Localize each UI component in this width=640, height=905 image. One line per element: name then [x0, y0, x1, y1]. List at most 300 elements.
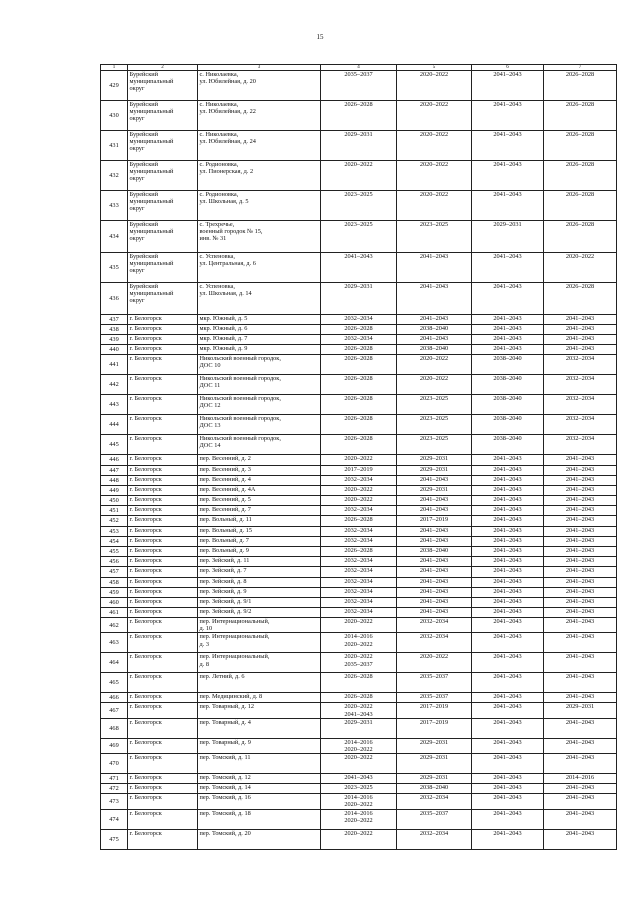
- period-col4: 2032–2034: [321, 537, 397, 547]
- address: Никольский военный городок, ДОС 14: [198, 435, 321, 455]
- period-col5: 2020–2022: [397, 375, 472, 395]
- period-col7: 2026–2028: [544, 131, 617, 161]
- period-col4: 2026–2028: [321, 375, 397, 395]
- address: пер. Зейский, д. 7: [198, 567, 321, 578]
- address: пер. Весенний, д. 3: [198, 466, 321, 476]
- period-col7: 2026–2028: [544, 101, 617, 131]
- period-col5: 2029–2031: [397, 455, 472, 466]
- address: пер. Вольный, д. 15: [198, 527, 321, 537]
- period-col6: 2041–2043: [472, 829, 544, 849]
- address: пер. Товарный, д. 12: [198, 703, 321, 718]
- row-number: 464: [101, 653, 128, 673]
- period-col6: 2041–2043: [472, 476, 544, 486]
- table-row: [101, 608, 617, 618]
- period-col4: 2029–2031: [321, 718, 397, 738]
- row-number: 459: [101, 588, 128, 598]
- period-col5: 2038–2040: [397, 345, 472, 355]
- locality: г. Белогорск: [128, 718, 198, 738]
- period-col6: 2041–2043: [472, 101, 544, 131]
- table-row: [101, 673, 617, 693]
- address: Никольский военный городок, ДОС 12: [198, 395, 321, 415]
- period-col4: 2023–2025: [321, 784, 397, 794]
- period-col7: 2041–2043: [544, 516, 617, 527]
- address: пер. Весенний, д. 2: [198, 455, 321, 466]
- locality: Бурейский муниципальный округ: [128, 221, 198, 253]
- period-col6: 2041–2043: [472, 161, 544, 191]
- row-number: 452: [101, 516, 128, 527]
- address: с. Успеновка, ул. Школьная, д. 14: [198, 283, 321, 315]
- address: пер. Весенний, д. 4: [198, 476, 321, 486]
- period-col7: 2041–2043: [544, 829, 617, 849]
- address: пер. Интернациональный, д. 10: [198, 618, 321, 633]
- period-col4: 2014–2016 2020–2022: [321, 794, 397, 809]
- address: мкр. Южный, д. 5: [198, 315, 321, 325]
- period-col5: 2041–2043: [397, 608, 472, 618]
- period-col4: 2029–2031: [321, 131, 397, 161]
- period-col5: 2032–2034: [397, 794, 472, 809]
- locality: г. Белогорск: [128, 476, 198, 486]
- locality: г. Белогорск: [128, 486, 198, 496]
- column-number: 7: [544, 65, 617, 71]
- period-col7: 2032–2034: [544, 435, 617, 455]
- period-col6: 2041–2043: [472, 71, 544, 101]
- table-row: [101, 435, 617, 455]
- period-col7: 2026–2028: [544, 221, 617, 253]
- period-col4: 2014–2016 2020–2022: [321, 809, 397, 829]
- address: мкр. Южный, д. 9: [198, 345, 321, 355]
- period-col5: 2029–2031: [397, 738, 472, 753]
- table-row: [101, 253, 617, 283]
- period-col5: 2041–2043: [397, 537, 472, 547]
- period-col5: 2041–2043: [397, 253, 472, 283]
- table-row: [101, 774, 617, 784]
- address: пер. Вольный, д. 11: [198, 516, 321, 527]
- locality: г. Белогорск: [128, 673, 198, 693]
- row-number: 471: [101, 774, 128, 784]
- table-row: [101, 506, 617, 516]
- locality: г. Белогорск: [128, 829, 198, 849]
- period-col6: 2029–2031: [472, 221, 544, 253]
- table-row: [101, 221, 617, 253]
- period-col6: 2041–2043: [472, 718, 544, 738]
- address: пер. Томский, д. 14: [198, 784, 321, 794]
- period-col5: 2038–2040: [397, 547, 472, 557]
- period-col6: 2041–2043: [472, 774, 544, 784]
- row-number: 429: [101, 71, 128, 101]
- page-number: 15: [316, 33, 324, 41]
- locality: Бурейский муниципальный округ: [128, 283, 198, 315]
- locality: г. Белогорск: [128, 506, 198, 516]
- address: пер. Зейский, д. 9/2: [198, 608, 321, 618]
- period-col6: 2041–2043: [472, 537, 544, 547]
- period-col7: 2026–2028: [544, 191, 617, 221]
- period-col7: 2041–2043: [544, 718, 617, 738]
- row-number: 430: [101, 101, 128, 131]
- address: пер. Зейский, д. 11: [198, 557, 321, 567]
- locality: г. Белогорск: [128, 618, 198, 633]
- locality: г. Белогорск: [128, 608, 198, 618]
- locality: г. Белогорск: [128, 809, 198, 829]
- table-row: [101, 598, 617, 608]
- period-col6: 2041–2043: [472, 345, 544, 355]
- table-row: [101, 161, 617, 191]
- column-number: 4: [321, 65, 397, 71]
- period-col6: 2041–2043: [472, 618, 544, 633]
- period-col5: 2020–2022: [397, 191, 472, 221]
- address: пер. Весенний, д. 4А: [198, 486, 321, 496]
- address: пер. Томский, д. 18: [198, 809, 321, 829]
- locality: г. Белогорск: [128, 754, 198, 774]
- period-col6: 2041–2043: [472, 191, 544, 221]
- row-number: 445: [101, 435, 128, 455]
- row-number: 449: [101, 486, 128, 496]
- period-col6: 2038–2040: [472, 415, 544, 435]
- locality: г. Белогорск: [128, 516, 198, 527]
- table-row: [101, 355, 617, 375]
- column-number: 5: [397, 65, 472, 71]
- table-row: [101, 415, 617, 435]
- locality: Бурейский муниципальный округ: [128, 253, 198, 283]
- period-col5: 2032–2034: [397, 633, 472, 653]
- locality: г. Белогорск: [128, 375, 198, 395]
- period-col6: 2041–2043: [472, 588, 544, 598]
- table-row: [101, 527, 617, 537]
- period-col4: 2032–2034: [321, 557, 397, 567]
- period-col4: 2032–2034: [321, 527, 397, 537]
- period-col7: 2041–2043: [544, 527, 617, 537]
- period-col4: 2026–2028: [321, 516, 397, 527]
- address: пер. Зейский, д. 9/1: [198, 598, 321, 608]
- period-col6: 2041–2043: [472, 283, 544, 315]
- row-number: 470: [101, 754, 128, 774]
- period-col6: 2041–2043: [472, 516, 544, 527]
- period-col6: 2041–2043: [472, 703, 544, 718]
- period-col4: 2032–2034: [321, 567, 397, 578]
- period-col4: 2041–2043: [321, 253, 397, 283]
- locality: Бурейский муниципальный округ: [128, 131, 198, 161]
- period-col6: 2038–2040: [472, 435, 544, 455]
- period-col5: 2038–2040: [397, 325, 472, 335]
- period-col4: 2026–2028: [321, 435, 397, 455]
- table-row: [101, 794, 617, 809]
- period-col6: 2041–2043: [472, 486, 544, 496]
- table-row: [101, 547, 617, 557]
- table-row: [101, 718, 617, 738]
- period-col5: 2041–2043: [397, 578, 472, 588]
- table-row: [101, 345, 617, 355]
- period-col4: 2026–2028: [321, 355, 397, 375]
- period-col5: 2032–2034: [397, 618, 472, 633]
- period-col4: 2032–2034: [321, 476, 397, 486]
- period-col4: 2017–2019: [321, 466, 397, 476]
- locality: Бурейский муниципальный округ: [128, 191, 198, 221]
- period-col6: 2041–2043: [472, 557, 544, 567]
- period-col7: 2041–2043: [544, 325, 617, 335]
- table-row: [101, 191, 617, 221]
- period-col5: 2035–2037: [397, 809, 472, 829]
- period-col6: 2041–2043: [472, 325, 544, 335]
- period-col7: 2041–2043: [544, 315, 617, 325]
- period-col5: 2041–2043: [397, 335, 472, 345]
- period-col5: 2020–2022: [397, 161, 472, 191]
- locality: г. Белогорск: [128, 527, 198, 537]
- period-col5: 2041–2043: [397, 283, 472, 315]
- address: мкр. Южный, д. 6: [198, 325, 321, 335]
- locality: г. Белогорск: [128, 738, 198, 753]
- row-number: 447: [101, 466, 128, 476]
- address: пер. Интернациональный, д. 8: [198, 653, 321, 673]
- locality: г. Белогорск: [128, 653, 198, 673]
- table-row: [101, 693, 617, 703]
- row-number: 472: [101, 784, 128, 794]
- period-col7: 2041–2043: [544, 784, 617, 794]
- locality: г. Белогорск: [128, 496, 198, 506]
- period-col4: 2020–2022: [321, 455, 397, 466]
- row-number: 474: [101, 809, 128, 829]
- row-number: 444: [101, 415, 128, 435]
- address: мкр. Южный, д. 7: [198, 335, 321, 345]
- row-number: 456: [101, 557, 128, 567]
- period-col7: 2026–2028: [544, 283, 617, 315]
- period-col5: 2041–2043: [397, 557, 472, 567]
- period-col7: 2041–2043: [544, 693, 617, 703]
- address: пер. Зейский, д. 9: [198, 588, 321, 598]
- period-col5: 2041–2043: [397, 315, 472, 325]
- period-col5: 2017–2019: [397, 718, 472, 738]
- period-col7: 2041–2043: [544, 578, 617, 588]
- row-number: 431: [101, 131, 128, 161]
- table-row: [101, 633, 617, 653]
- period-col7: 2041–2043: [544, 455, 617, 466]
- period-col7: 2041–2043: [544, 486, 617, 496]
- period-col7: 2041–2043: [544, 466, 617, 476]
- locality: г. Белогорск: [128, 588, 198, 598]
- row-number: 475: [101, 829, 128, 849]
- period-col5: 2020–2022: [397, 653, 472, 673]
- period-col5: 2038–2040: [397, 784, 472, 794]
- locality: г. Белогорск: [128, 774, 198, 784]
- row-number: 455: [101, 547, 128, 557]
- period-col6: 2041–2043: [472, 547, 544, 557]
- period-col4: 2032–2034: [321, 315, 397, 325]
- period-col5: 2023–2025: [397, 435, 472, 455]
- period-col5: 2029–2031: [397, 754, 472, 774]
- table-row: [101, 71, 617, 101]
- column-number: 6: [472, 65, 544, 71]
- locality: г. Белогорск: [128, 325, 198, 335]
- locality: г. Белогорск: [128, 693, 198, 703]
- period-col7: 2032–2034: [544, 395, 617, 415]
- period-col6: 2041–2043: [472, 253, 544, 283]
- register-table: [100, 64, 617, 850]
- address: пер. Летний, д. 6: [198, 673, 321, 693]
- row-number: 446: [101, 455, 128, 466]
- table-row: [101, 588, 617, 598]
- address: пер. Вольный, д. 9: [198, 547, 321, 557]
- row-number: 442: [101, 375, 128, 395]
- table-row: [101, 283, 617, 315]
- table-row: [101, 537, 617, 547]
- address: пер. Медицинский, д. 8: [198, 693, 321, 703]
- column-number: 2: [128, 65, 198, 71]
- period-col7: 2041–2043: [544, 496, 617, 506]
- address: пер. Товарный, д. 4: [198, 718, 321, 738]
- period-col4: 2020–2022: [321, 829, 397, 849]
- period-col7: 2026–2028: [544, 161, 617, 191]
- period-col5: 2041–2043: [397, 476, 472, 486]
- period-col5: 2020–2022: [397, 101, 472, 131]
- period-col7: 2020–2022: [544, 253, 617, 283]
- period-col4: 2020–2022 2035–2037: [321, 653, 397, 673]
- period-col4: 2032–2034: [321, 506, 397, 516]
- period-col4: 2020–2022: [321, 754, 397, 774]
- locality: г. Белогорск: [128, 415, 198, 435]
- period-col6: 2038–2040: [472, 375, 544, 395]
- period-col5: 2029–2031: [397, 774, 472, 784]
- period-col4: 2032–2034: [321, 335, 397, 345]
- period-col7: 2014–2016: [544, 774, 617, 784]
- period-col4: 2020–2022: [321, 618, 397, 633]
- table-row: [101, 829, 617, 849]
- period-col4: 2026–2028: [321, 101, 397, 131]
- period-col6: 2041–2043: [472, 673, 544, 693]
- address: с. Николаевка, ул. Юбилейная, д. 20: [198, 71, 321, 101]
- row-number: 457: [101, 567, 128, 578]
- row-number: 468: [101, 718, 128, 738]
- period-col4: 2020–2022 2041–2043: [321, 703, 397, 718]
- address: Никольский военный городок, ДОС 10: [198, 355, 321, 375]
- row-number: 454: [101, 537, 128, 547]
- address: с. Трехречье, военный городок № 15, инв. № 31: [198, 221, 321, 253]
- period-col7: 2032–2034: [544, 355, 617, 375]
- table-row: [101, 653, 617, 673]
- period-col7: 2041–2043: [544, 537, 617, 547]
- address: пер. Вольный, д. 7: [198, 537, 321, 547]
- period-col5: 2035–2037: [397, 693, 472, 703]
- row-number: 473: [101, 794, 128, 809]
- period-col7: 2041–2043: [544, 618, 617, 633]
- period-col6: 2041–2043: [472, 131, 544, 161]
- row-number: 467: [101, 703, 128, 718]
- period-col5: 2029–2031: [397, 486, 472, 496]
- period-col7: 2041–2043: [544, 809, 617, 829]
- period-col4: 2041–2043: [321, 774, 397, 784]
- table-row: [101, 618, 617, 633]
- period-col7: 2041–2043: [544, 794, 617, 809]
- period-col6: 2041–2043: [472, 466, 544, 476]
- row-number: 437: [101, 315, 128, 325]
- locality: г. Белогорск: [128, 794, 198, 809]
- period-col7: 2041–2043: [544, 547, 617, 557]
- row-number: 448: [101, 476, 128, 486]
- period-col6: 2041–2043: [472, 738, 544, 753]
- row-number: 435: [101, 253, 128, 283]
- table-row: [101, 325, 617, 335]
- locality: г. Белогорск: [128, 578, 198, 588]
- period-col7: 2029–2031: [544, 703, 617, 718]
- period-col4: 2026–2028: [321, 325, 397, 335]
- period-col4: 2020–2022: [321, 496, 397, 506]
- locality: Бурейский муниципальный округ: [128, 71, 198, 101]
- period-col5: 2023–2025: [397, 221, 472, 253]
- period-col5: 2020–2022: [397, 355, 472, 375]
- period-col7: 2041–2043: [544, 608, 617, 618]
- address: пер. Томский, д. 16: [198, 794, 321, 809]
- period-col7: 2041–2043: [544, 598, 617, 608]
- locality: г. Белогорск: [128, 455, 198, 466]
- period-col4: 2023–2025: [321, 191, 397, 221]
- locality: г. Белогорск: [128, 395, 198, 415]
- period-col7: 2041–2043: [544, 673, 617, 693]
- locality: Бурейский муниципальный округ: [128, 101, 198, 131]
- period-col5: 2041–2043: [397, 496, 472, 506]
- table-row: [101, 486, 617, 496]
- table-row: [101, 335, 617, 345]
- table-row: [101, 466, 617, 476]
- table-row: [101, 754, 617, 774]
- period-col4: 2026–2028: [321, 415, 397, 435]
- row-number: 441: [101, 355, 128, 375]
- table-row: [101, 738, 617, 753]
- table-row: [101, 784, 617, 794]
- period-col6: 2041–2043: [472, 578, 544, 588]
- locality: г. Белогорск: [128, 547, 198, 557]
- row-number: 461: [101, 608, 128, 618]
- period-col4: 2014–2016 2020–2022: [321, 633, 397, 653]
- table-row: [101, 496, 617, 506]
- row-number: 439: [101, 335, 128, 345]
- period-col6: 2041–2043: [472, 754, 544, 774]
- period-col5: 2041–2043: [397, 527, 472, 537]
- column-number: 3: [198, 65, 321, 71]
- period-col6: 2041–2043: [472, 496, 544, 506]
- period-col5: 2035–2037: [397, 673, 472, 693]
- row-number: 438: [101, 325, 128, 335]
- locality: г. Белогорск: [128, 557, 198, 567]
- address: пер. Томский, д. 20: [198, 829, 321, 849]
- address: пер. Весенний, д. 7: [198, 506, 321, 516]
- table-row: [101, 476, 617, 486]
- period-col6: 2038–2040: [472, 355, 544, 375]
- locality: г. Белогорск: [128, 598, 198, 608]
- address: пер. Интернациональный, д. 3: [198, 633, 321, 653]
- period-col5: 2032–2034: [397, 829, 472, 849]
- address: пер. Товарный, д. 9: [198, 738, 321, 753]
- period-col5: 2023–2025: [397, 415, 472, 435]
- address: с. Родионовка, ул. Пионерская, д. 2: [198, 161, 321, 191]
- period-col6: 2041–2043: [472, 506, 544, 516]
- period-col5: 2020–2022: [397, 131, 472, 161]
- period-col5: 2041–2043: [397, 588, 472, 598]
- period-col6: 2041–2043: [472, 784, 544, 794]
- period-col4: 2026–2028: [321, 547, 397, 557]
- period-col6: 2041–2043: [472, 809, 544, 829]
- locality: г. Белогорск: [128, 435, 198, 455]
- address: с. Успеновка, ул. Центральная, д. 6: [198, 253, 321, 283]
- period-col6: 2041–2043: [472, 633, 544, 653]
- period-col4: 2032–2034: [321, 598, 397, 608]
- address: пер. Зейский, д. 8: [198, 578, 321, 588]
- period-col4: 2020–2022: [321, 161, 397, 191]
- period-col4: 2026–2028: [321, 395, 397, 415]
- period-col7: 2041–2043: [544, 653, 617, 673]
- locality: г. Белогорск: [128, 567, 198, 578]
- period-col5: 2041–2043: [397, 598, 472, 608]
- table-row: [101, 131, 617, 161]
- period-col7: 2041–2043: [544, 557, 617, 567]
- locality: г. Белогорск: [128, 466, 198, 476]
- locality: г. Белогорск: [128, 335, 198, 345]
